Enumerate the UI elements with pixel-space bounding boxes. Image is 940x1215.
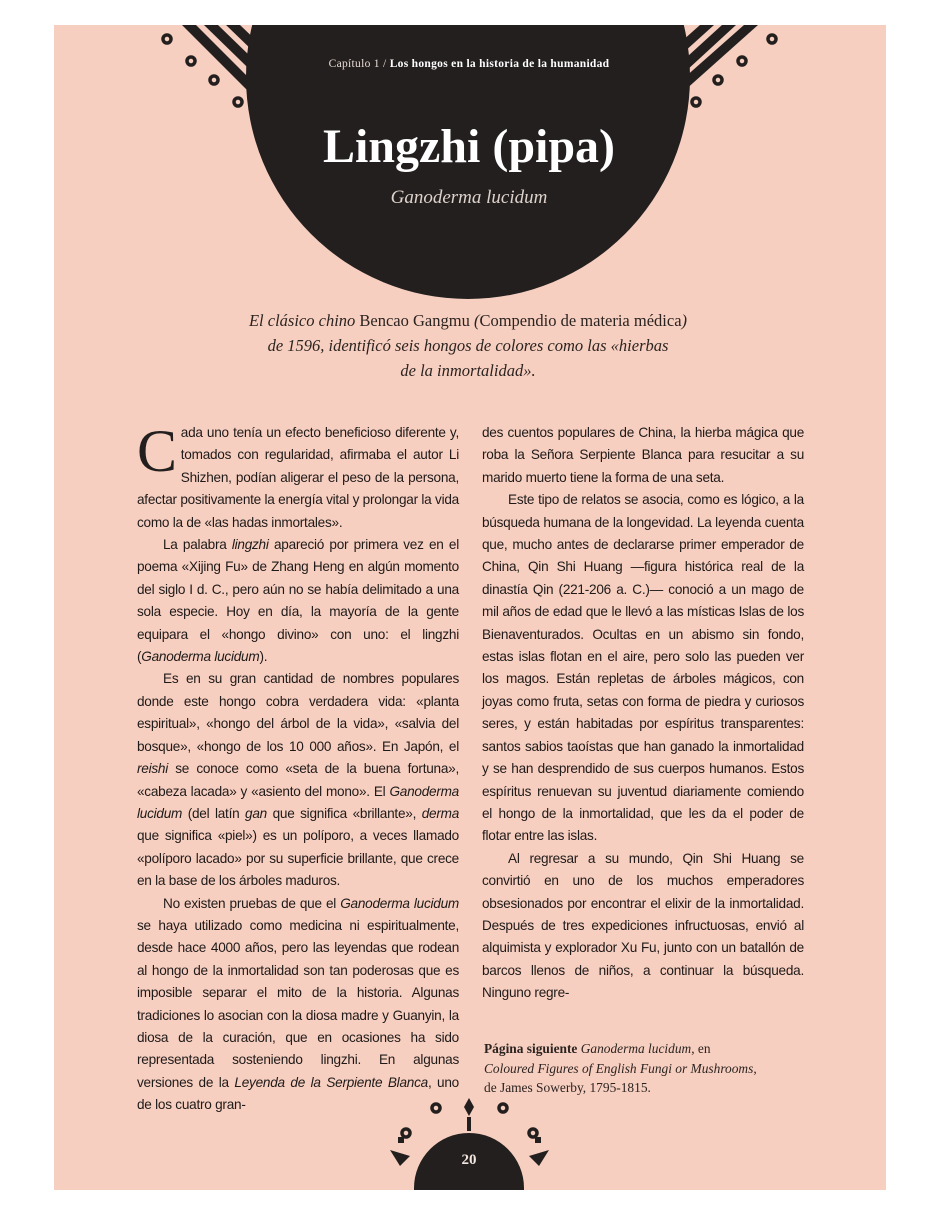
ornament-dot	[187, 57, 195, 65]
ornament-dot	[768, 35, 776, 43]
ornament-square	[398, 1137, 404, 1143]
drop-cap: C	[137, 418, 177, 484]
ornament-dot	[210, 76, 218, 84]
page-title: Lingzhi (pipa)	[322, 120, 616, 173]
chapter-heading	[254, 58, 684, 70]
chapter-title: Los hongos en la historia de la humanidad	[389, 58, 610, 70]
paragraph: La palabra lingzhi apareció por primera vez en el poema «Xijing Fu» de Zhang Heng en algún momento del siglo I d. C., pero aún no se había delimitado a una sola especie. Hoy en día, la mayoría de la gente equipara el «hongo divino» con uno: el lingzhi (Ganoderma lucidum).	[137, 537, 459, 665]
lead-book-title: Bencao Gangmu	[359, 311, 470, 330]
ornament-square	[535, 1137, 541, 1143]
ornament-dot	[692, 98, 700, 106]
ornament-leaf-right	[529, 1150, 549, 1166]
paragraph: No existen pruebas de que el Ganoderma lucidum se haya utilizado como medicina ni espiritualmente, desde hace 4000 años, pero las leyendas que rodean al hongo de la inmortalidad son tan poderosas que es imposible separar el mito de la historia. Algunas tradiciones lo asocian con la diosa madre y Guanyin, la diosa de la curación, que en ocasiones ha sido representada sosteniendo lingzhi. En algunas versiones de la Leyenda de la Serpiente Blanca, uno de los cuatro gran-	[137, 895, 459, 1113]
figure-caption: Página siguiente Ganoderma lucidum, en Coloured Figures of English Fungi or Mushrooms, de James Sowerby, 1795-1815.	[484, 1041, 757, 1095]
paragraph: Al regresar a su mundo, Qin Shi Huang se convirtió en uno de los muchos emperadores obsesionados por encontrar el elixir de la inmortalidad. Después de tres expediciones infructuosas, envió al alquimista y explorador Xu Fu, junto con un batallón de barcos llenos de niños, a continuar la búsqueda. Ninguno regre-	[482, 850, 804, 1001]
ornament-leaf-left	[390, 1150, 410, 1166]
ornament-dot	[738, 57, 746, 65]
paragraph: Es en su gran cantidad de nombres populares donde este hongo cobra verdadera vida: «planta espiritual», «hongo del árbol de la vida», «salvia del bosque», «hongo de los 10 000 años». En Japón, el reishi se conoce como «seta de la buena fortuna», «cabeza lacada» y «asiento del mono». El Ganoderma lucidum (del latín gan que significa «brillante», derma que significa «piel») es un políporo, a veces llamado «políporo lacado» por su superficie brillante, que crece en la base de los árboles maduros.	[137, 671, 459, 889]
lead-book-translation: Compendio de materia médica	[479, 311, 682, 330]
page-subtitle: Ganoderma lucidum	[390, 187, 548, 208]
ornament-diamond	[464, 1098, 474, 1116]
ornament-dot	[499, 1104, 507, 1112]
paragraph: Este tipo de relatos se asocia, como es lógico, a la búsqueda humana de la longevidad. La leyenda cuenta que, mucho antes de declararse primer emperador de China, Qin Shi Huang —figura histórica real de la dinastía Qin (221-206 a. C.)— conoció a un mago de mil años de edad que le llevó a las místicas Islas de los Bienaventurados. Ocultas en un abismo sin fondo, estas islas flotan en el aire, pero solo las pueden ver los magos. Están repletas de árboles mágicos, con joyas como fruta, setas con forma de piedra y curiosos seres, y están habitadas por espíritus transparentes: santos sabios taoístas que han ganado la inmortalidad y se han desprendido de sus cuerpos humanos. Estos espíritus renuevan su juventud diariamente comiendo el hongo de la inmortalidad, que les da el poder de flotar entre las islas.	[482, 492, 804, 844]
lead-paragraph: El clásico chino Bencao Gangmu (Compendio de materia médica) de 1596, identificó seis hongos de colores como las «hierbas de la inmortalidad».	[248, 311, 688, 380]
ornament-dot	[234, 98, 242, 106]
body-column-right	[482, 422, 804, 1005]
ornament-dot	[163, 35, 171, 43]
paragraph: des cuentos populares de China, la hierba mágica que roba la Señora Serpiente Blanca para resucitar a su marido muerto tiene la forma de una seta.	[482, 425, 804, 485]
ornament-stem	[467, 1117, 471, 1131]
chapter-prefix: Capítulo 1 /	[328, 58, 390, 70]
page-number: 20	[461, 1152, 477, 1168]
paragraph: Cada uno tenía un efecto beneficioso diferente y, tomados con regularidad, afirmaba el autor Li Shizhen, podían aligerar el peso de la persona, afectar positivamente la energía vital y prolongar la vida como la de «las hadas inmortales».	[137, 418, 459, 530]
ornament-dot	[529, 1129, 537, 1137]
ornament-dot	[402, 1129, 410, 1137]
page	[54, 25, 886, 1190]
caption-label: Página siguiente	[484, 1041, 578, 1056]
body-column-left	[137, 418, 459, 1117]
ornament-dot	[714, 76, 722, 84]
